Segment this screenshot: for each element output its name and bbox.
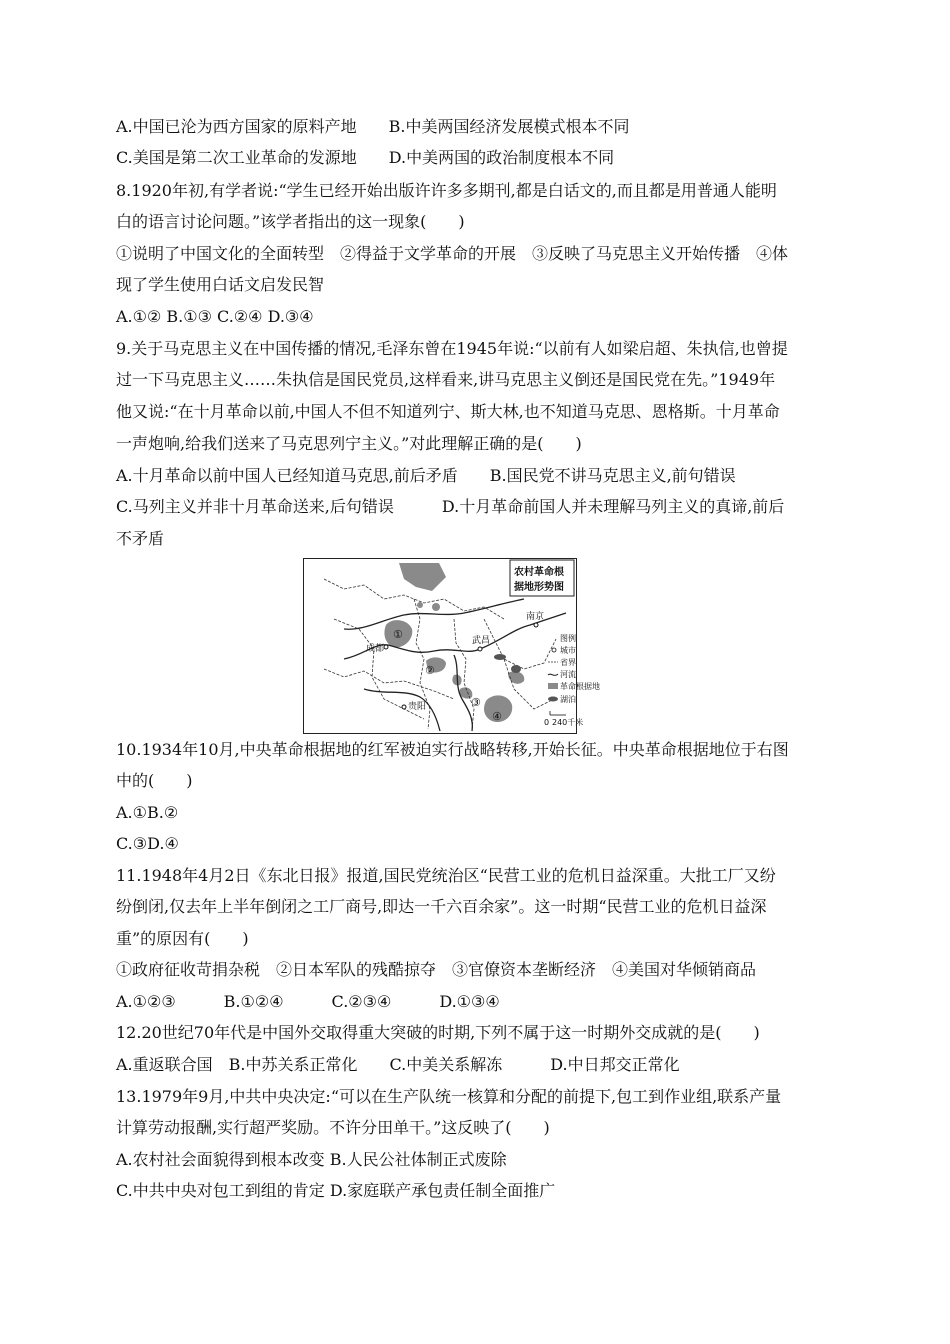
question-12-line: 12.20世纪70年代是中国外交取得重大突破的时期,下列不属于这一时期外交成就的是( ) (116, 1023, 760, 1042)
line: ①政府征收苛捐杂税 ②日本军队的残酷掠夺 ③官僚资本垄断经济 ④美国对华倾销商品 (116, 960, 757, 979)
city-label-guiyang: 贵阳 (408, 702, 427, 712)
marker-4: ④ (492, 710, 502, 723)
marker-3: ③ (471, 696, 481, 709)
line: C.美国是第二次工业革命的发源地 D.中美两国的政治制度根本不同 (116, 148, 615, 167)
line: 现了学生使用白话文启发民智 (116, 275, 325, 294)
north-base-area (399, 563, 446, 591)
line: A.①B.② (116, 803, 179, 822)
line: A.①② B.①③ C.②④ D.③④ (116, 307, 314, 326)
line: A.重返联合国 B.中苏关系正常化 C.中美关系解冻 D.中日邦交正常化 (116, 1055, 680, 1074)
line: 不矛盾 (116, 529, 165, 548)
svg-text:图例: 图例 (560, 634, 576, 643)
line: 白的语言讨论问题。”该学者指出的这一现象( ) (116, 212, 465, 231)
marker-2: ② (425, 664, 435, 677)
question-10-line: 10.1934年10月,中央革命根据地的红军被迫实行战略转移,开始长征。中央革命根据地位于右图 (116, 740, 789, 759)
svg-text:河流: 河流 (560, 670, 576, 679)
svg-text:0: 0 (544, 718, 550, 727)
map-title-line1: 农村革命根 (514, 567, 564, 578)
line: A.①②③ B.①②④ C.②③④ D.①③④ (116, 992, 500, 1011)
line: 中的( ) (116, 771, 193, 790)
lake-icon (494, 654, 506, 660)
city-marker (478, 647, 482, 651)
base-area-map (303, 558, 600, 734)
city-marker (534, 623, 538, 627)
question-9-line: 9.关于马克思主义在中国传播的情况,毛泽东曾在1945年说:“以前有人如梁启超、朱执信,也曾提 (116, 339, 788, 358)
line: C.③D.④ (116, 834, 179, 853)
line: A.十月革命以前中国人已经知道马克思,前后矛盾 B.国民党不讲马克思主义,前句错误 (116, 466, 736, 485)
city-marker (384, 645, 388, 649)
line: 纷倒闭,仅去年上半年倒闭之工厂商号,即达一千六百余家”。这一时期“民营工业的危机日益深 (116, 897, 767, 916)
line: C.中共中央对包工到组的肯定 D.家庭联产承包责任制全面推广 (116, 1181, 556, 1200)
svg-text:革命根据地: 革命根据地 (560, 682, 600, 691)
svg-text:省界: 省界 (560, 658, 576, 667)
lake-icon (511, 665, 521, 673)
city-label-nanjing: 南京 (526, 612, 545, 622)
city-marker (402, 705, 406, 709)
question-8-line: 8.1920年初,有学者说:“学生已经开始出版许许多多期刊,都是白话文的,而且都是用普通人能明 (116, 181, 777, 200)
map-title-line2: 据地形势图 (514, 582, 564, 593)
city-label-wuchang: 武昌 (472, 636, 491, 646)
line: 一声炮响,给我们送来了马克思列宁主义。”对此理解正确的是( ) (116, 434, 582, 453)
line: 他又说:“在十月革命以前,中国人不但不知道列宁、斯大林,也不知道马克思、恩格斯。十月革命 (116, 402, 780, 421)
svg-text:240千米: 240千米 (552, 718, 584, 727)
line: 计算劳动报酬,实行超严奖励。不许分田单干。”这反映了( ) (116, 1118, 550, 1137)
line: C.马列主义并非十月革命送来,后句错误 D.十月革命前国人并未理解马列主义的真谛,前后 (116, 497, 785, 516)
question-13-line: 13.1979年9月,中共中央决定:“可以在生产队统一核算和分配的前提下,包工到作业组,联系产量 (116, 1087, 782, 1106)
map-legend (544, 633, 600, 727)
svg-text:城市: 城市 (560, 646, 576, 655)
line: A.中国已沦为西方国家的原料产地 B.中美两国经济发展模式根本不同 (116, 117, 630, 136)
city-label-chengdu: 成都 (366, 644, 385, 654)
line: ①说明了中国文化的全面转型 ②得益于文学革命的开展 ③反映了马克思主义开始传播 ④体 (116, 244, 789, 263)
line: 重”的原因有( ) (116, 929, 249, 948)
line: 过一下马克思主义……朱执信是国民党员,这样看来,讲马克思主义倒还是国民党在先。”1949年 (116, 370, 776, 389)
svg-text:湖泊: 湖泊 (560, 695, 576, 704)
question-11-line: 11.1948年4月2日《东北日报》报道,国民党统治区“民营工业的危机日益深重。大批工厂又纷 (116, 866, 776, 885)
marker-1: ① (393, 628, 403, 641)
line: A.农村社会面貌得到根本改变 B.人民公社体制正式废除 (116, 1150, 507, 1169)
